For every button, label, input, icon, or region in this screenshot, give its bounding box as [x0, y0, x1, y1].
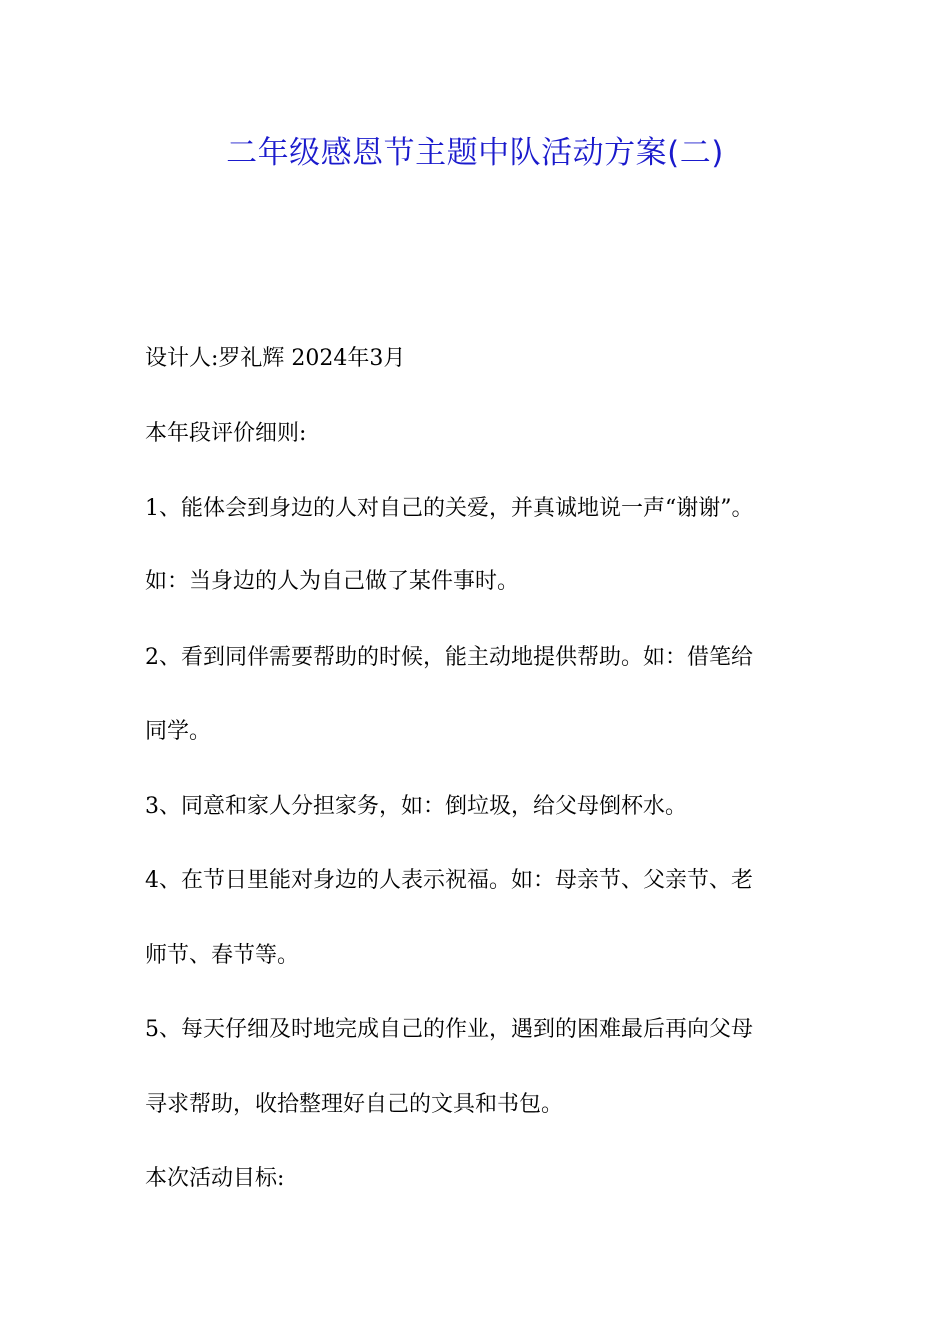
designer-line: 设计人:罗礼辉 2024年3月: [145, 346, 406, 371]
document-title: 二年级感恩节主题中队活动方案(二): [226, 135, 724, 171]
goals-heading: 本次活动目标:: [145, 1166, 285, 1191]
criteria-item-1-cont: 如：当身边的人为自己做了某件事时。: [145, 569, 520, 594]
criteria-item-5: 5、每天仔细及时地完成自己的作业，遇到的困难最后再向父母: [145, 1017, 753, 1042]
criteria-item-2-cont: 同学。: [145, 719, 212, 744]
criteria-item-3: 3、同意和家人分担家务，如：倒垃圾，给父母倒杯水。: [145, 794, 687, 819]
criteria-item-1: 1、能体会到身边的人对自己的关爱，并真诚地说一声“谢谢”。: [145, 496, 754, 521]
criteria-item-4: 4、在节日里能对身边的人表示祝福。如：母亲节、父亲节、老: [145, 868, 753, 893]
criteria-item-5-cont: 寻求帮助，收拾整理好自己的文具和书包。: [145, 1092, 564, 1117]
criteria-heading: 本年段评价细则:: [145, 421, 307, 446]
criteria-item-2: 2、看到同伴需要帮助的时候，能主动地提供帮助。如：借笔给: [145, 645, 753, 670]
criteria-item-4-cont: 师节、春节等。: [145, 943, 300, 968]
